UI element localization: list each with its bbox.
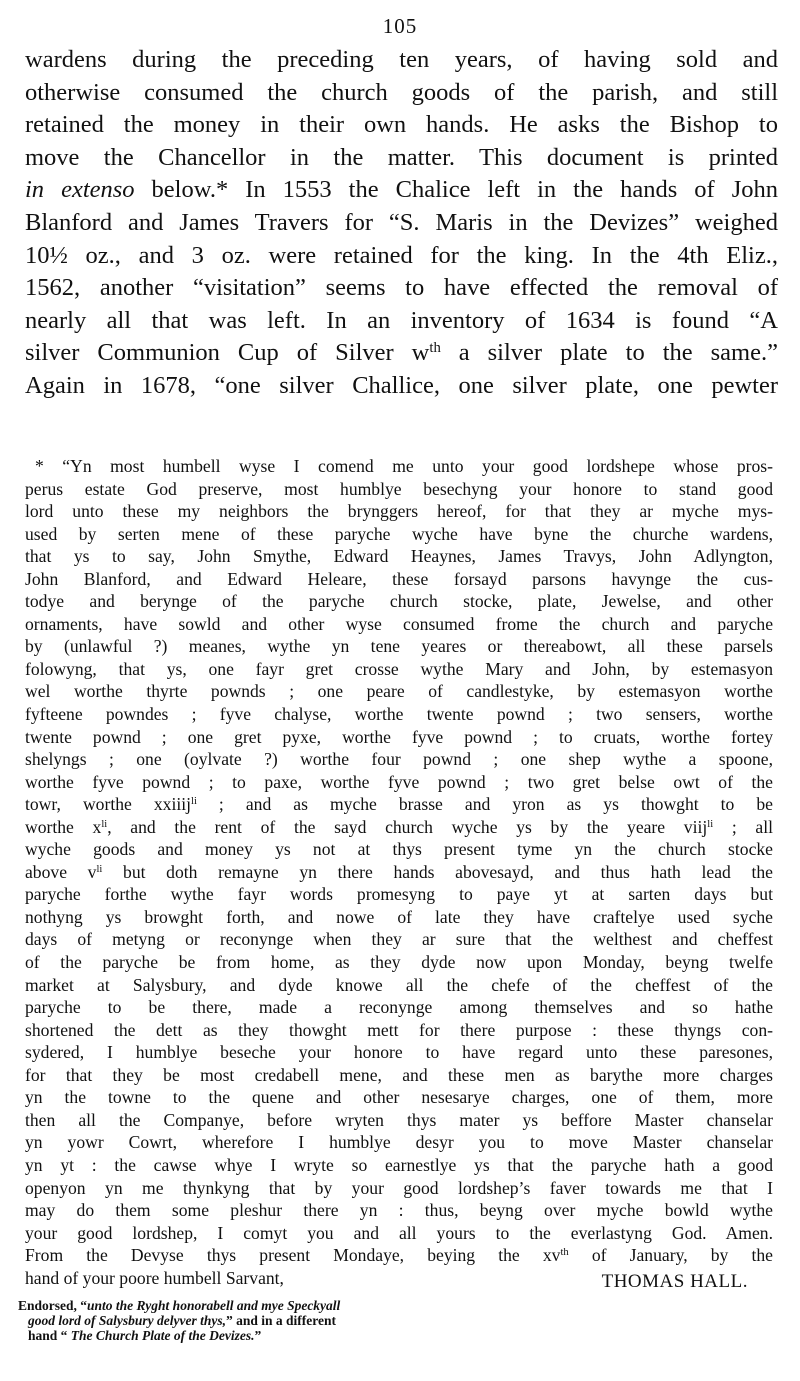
text-segment: openyon yn me thynkyng that by your good lordshep’s faver towards me that I	[25, 1177, 773, 1198]
text-line	[25, 1086, 773, 1109]
text-line	[25, 142, 778, 175]
text-segment: From the Devyse thys present Mondaye, beying the xv	[25, 1245, 561, 1266]
text-segment: hand of your poore humbell Sarvant,	[25, 1267, 284, 1288]
text-line	[25, 568, 773, 591]
text-segment: wel worthe thyrte pownds ; one peare of candlestyke, by estemasyon worthe	[25, 681, 773, 702]
text-segment: shortened the dett as they thowght mett for there purpose : these thyngs con-	[25, 1019, 773, 1040]
text-segment: for that they be most credabell mene, and these men as barythe more charges	[25, 1064, 773, 1085]
main-text	[25, 44, 778, 403]
text-line	[25, 337, 778, 370]
italic-text: The Church Plate of the Devizes.	[70, 1328, 255, 1343]
text-line	[25, 109, 778, 142]
text-line	[25, 590, 773, 613]
text-line	[25, 523, 773, 546]
text-segment: sydered, I humblye beseche your honore to have regard unto these paresones,	[25, 1042, 773, 1063]
text-line	[25, 1154, 773, 1177]
text-line	[25, 974, 773, 997]
text-segment: move the Chancellor in the matter. This document is printed	[25, 143, 778, 171]
text-segment: towr, worthe xxiiij	[25, 794, 192, 815]
text-segment: nearly all that was left. In an inventory of 1634 is found “A	[25, 306, 778, 334]
text-line	[25, 748, 773, 771]
text-line	[25, 726, 773, 749]
text-segment: folowyng, that ys, one fayr gret crosse wythe Mary and John, by estemasyon	[25, 658, 773, 679]
text-line	[25, 951, 773, 974]
text-segment: wyche goods and money ys not at thys present tyme yn the church stocke	[25, 839, 773, 860]
text-segment: todye and berynge of the paryche church stocke, plate, Jewelse, and other	[25, 591, 773, 612]
text-line	[25, 370, 778, 403]
italic-text: unto the Ryght honorabell and mye Speckyall	[87, 1298, 341, 1313]
text-line	[25, 1244, 773, 1267]
text-line	[25, 545, 773, 568]
text-segment: may do them some pleshur there yn : thus, beyng over myche bowld wythe	[25, 1200, 773, 1221]
text-segment: yn yt : the cawse whye I wryte so earnestlye ys that the paryche hath a good	[25, 1154, 773, 1175]
text-line	[25, 928, 773, 951]
superscript: li	[96, 864, 103, 876]
endorsement-note	[18, 1298, 341, 1343]
superscript: li	[191, 796, 197, 808]
text-segment: paryche to be there, made a reconynge among themselves and so hathe	[25, 997, 773, 1018]
text-line	[25, 1177, 773, 1200]
text-segment: below.* In 1553 the Chalice left in the hands of John	[134, 176, 779, 204]
text-line	[25, 455, 773, 478]
text-segment: Blanford and James Travers for “S. Maris in the Devizes” weighed	[25, 208, 778, 236]
page-number: 105	[382, 14, 418, 38]
text-line	[25, 44, 778, 77]
text-segment: * “Yn most humbell wyse I comend me unto your good lordshepe whose pros-	[35, 456, 773, 476]
text-segment: paryche forthe wythe fayr words promesyng to paye yt at sarten days but	[25, 884, 773, 905]
text-line	[25, 1064, 773, 1087]
text-line	[18, 1328, 330, 1343]
text-segment: days of metyng or reconynge when they ar sure that the welthest and cheffest	[25, 929, 773, 950]
text-line	[25, 1109, 773, 1132]
text-segment: ; and as myche brasse and yron as ys thowght to be	[196, 794, 773, 815]
text-segment: silver Communion Cup of Silver w	[25, 339, 430, 367]
text-segment: then all the Companye, before wryten thys mater ys beffore Master chanselar	[25, 1109, 773, 1130]
text-segment: above v	[25, 861, 97, 882]
footnote	[25, 455, 773, 1289]
text-segment: lord unto these my neighbors the brynggers hereof, for that they ar myche mys-	[25, 501, 773, 522]
text-line	[25, 906, 773, 929]
text-line	[25, 1019, 773, 1042]
text-segment: but doth remayne yn there hands abovesayd, and thus hath lead the	[102, 861, 773, 882]
text-segment: that ys to say, John Smythe, Edward Heaynes, James Travys, John Adlyngton,	[25, 546, 773, 567]
text-line	[25, 680, 773, 703]
text-segment: retained the money in their own hands. He asks the Bishop to	[25, 111, 778, 139]
text-segment: your good lordshep, I comyt you and all yours to the everlastyng God. Amen.	[25, 1222, 773, 1243]
text-segment: ” and in a different	[226, 1313, 337, 1328]
text-segment: worthe fyve pownd ; to paxe, worthe fyve pownd ; two gret belse owt of the	[25, 771, 773, 792]
text-segment: Again in 1678, “one silver Challice, one silver plate, one pewter	[25, 371, 778, 399]
text-segment: , and the rent of the sayd church wyche ys by the yeare viij	[107, 816, 708, 837]
text-line	[25, 1131, 773, 1154]
text-line	[25, 883, 773, 906]
text-segment: otherwise consumed the church goods of the parish, and still	[25, 78, 778, 106]
text-line	[25, 793, 773, 816]
text-segment: Endorsed, “	[18, 1298, 88, 1313]
text-line	[25, 207, 778, 240]
text-segment: yn the towne to the quene and other nesesarye charges, one of them, more	[25, 1087, 773, 1108]
text-segment: worthe x	[25, 816, 102, 837]
text-line	[25, 1199, 773, 1222]
text-line	[25, 305, 778, 338]
text-segment: perus estate God preserve, most humblye besechyng your honore to stand good	[25, 478, 773, 499]
text-segment: a silver plate to the same.”	[440, 339, 778, 367]
superscript: li	[101, 818, 108, 830]
text-segment: yn yowr Cowrt, wherefore I humblye desyr you to move Master chanselar	[25, 1132, 773, 1153]
text-line	[25, 996, 773, 1019]
text-line	[18, 1313, 337, 1328]
text-segment: of January, by the	[568, 1245, 773, 1266]
text-line	[25, 272, 778, 305]
text-segment: by (unlawful ?) meanes, wythe yn tene yeares or thereabowt, all these parsels	[25, 636, 773, 657]
text-line	[25, 1041, 773, 1064]
text-segment: wardens during the preceding ten years, of having sold and	[25, 46, 778, 73]
text-segment: used by serten mene of these paryche wyche have byne the churche wardens,	[25, 523, 773, 544]
text-line	[25, 861, 773, 884]
text-segment: twente pownd ; one gret pyxe, worthe fyve pownd ; to cruats, worthe fortey	[25, 726, 773, 747]
text-line	[25, 174, 778, 207]
text-line	[25, 613, 773, 636]
text-line	[25, 635, 773, 658]
text-segment: ”	[254, 1328, 262, 1343]
text-line	[25, 816, 773, 839]
text-segment: ornaments, have sowld and other wyse consumed frome the church and paryche	[25, 613, 773, 634]
text-segment: John Blanford, and Edward Heleare, these forsayd parsons havynge the cus-	[25, 568, 773, 589]
text-line	[25, 240, 778, 273]
superscript: li	[707, 818, 714, 830]
text-line	[25, 658, 773, 681]
text-line	[25, 478, 773, 501]
text-line	[25, 838, 773, 861]
superscript: th	[560, 1247, 569, 1259]
text-segment: 10½ oz., and 3 oz. were retained for the king. In the 4th Eliz.,	[25, 241, 778, 269]
superscript: th	[429, 340, 441, 357]
italic-text: good lord of Salysbury delyver thys,	[28, 1313, 226, 1328]
text-segment: hand “	[28, 1328, 71, 1343]
italic-text: in extenso	[25, 176, 135, 204]
text-segment: 1562, another “visitation” seems to have effected the removal of	[25, 274, 778, 302]
text-segment: ; all	[713, 816, 773, 837]
text-line	[18, 1298, 341, 1313]
text-line	[25, 77, 778, 110]
text-segment: shelyngs ; one (oylvate ?) worthe four pownd ; one shep wythe a spoone,	[25, 749, 773, 770]
text-segment: of the paryche be from home, as they dyde now upon Monday, beyng twelfe	[25, 952, 773, 973]
text-line	[25, 1222, 773, 1245]
text-line	[25, 703, 773, 726]
text-line	[25, 771, 773, 794]
signature: THOMAS HALL.	[601, 1271, 748, 1292]
text-segment: fyfteene powndes ; fyve chalyse, worthe twente pownd ; two sensers, worthe	[25, 704, 773, 725]
text-segment: market at Salysbury, and dyde knowe all the chefe of the cheffest of the	[25, 974, 773, 995]
text-line	[25, 500, 773, 523]
text-segment: nothyng ys browght forth, and nowe of late they have craftelye used syche	[25, 906, 773, 927]
